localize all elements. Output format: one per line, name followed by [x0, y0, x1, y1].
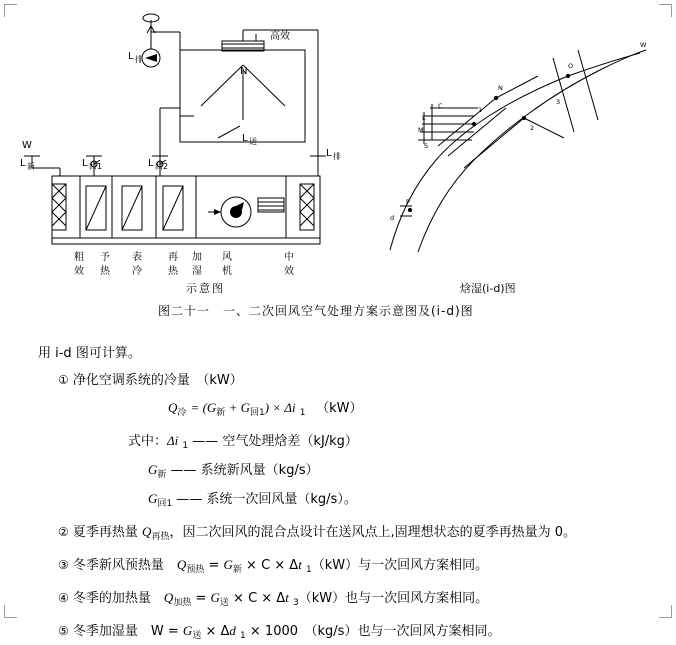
ahu-schematic-diagram — [8, 8, 368, 283]
where-sym-2: G — [148, 462, 158, 477]
item-2-text: 夏季再热量 $Q_{再热}$，因二次回风的混合点设计在送风点上,固理想状态的夏季再热量为 0。 — [72, 524, 576, 542]
component-label-7-line2: 效 — [284, 266, 294, 277]
chart-point-C: C — [438, 102, 443, 110]
schematic-caption: 示意图 — [186, 282, 225, 295]
item-5-line — [58, 622, 676, 645]
item-2-line — [58, 523, 676, 546]
label-L-hui2: L — [148, 158, 154, 169]
chart-point-aux1: 1 — [478, 106, 483, 114]
equation-1-sub4: 1 — [299, 408, 306, 418]
chart-point-L: L — [422, 114, 426, 122]
component-label-1-line2: 效 — [74, 266, 84, 277]
chart-point-W: W — [640, 41, 647, 49]
equation-1-body: = (G — [190, 400, 217, 415]
item-4-mark: ④ — [58, 591, 69, 605]
component-label-2-line1: 予 — [100, 252, 110, 263]
label-gaoxiao: 高效 — [270, 31, 290, 42]
item-3-text: 冬季新风预热量 $Q_{预热} = G_新 \times C \times \Delta t$ $_1$（kW）与一次回风方案相同。 — [72, 557, 489, 575]
item-3-line — [58, 556, 676, 579]
chart-point-S: S — [424, 142, 429, 150]
where-line-2: —— 系统新风量（kg/s） — [170, 463, 319, 478]
item-1-where-2 — [148, 461, 676, 484]
component-label-3-line1: 表 — [132, 252, 142, 263]
item-4-text: 冬季的加热量 $Q_{加热} = G_送 \times C \times \Delta t$ $_3$（kW）也与一次回风方案相同。 — [72, 590, 489, 608]
label-L-hui2-sub: 回2 — [155, 162, 169, 171]
chart-point-aux3: 3 — [556, 98, 561, 106]
component-label-1-line1: 粗 — [74, 252, 84, 263]
intro-text: 用 i-d 图可计算。 — [38, 346, 141, 361]
component-label-2-line2: 热 — [100, 266, 110, 277]
chart-point-aux4: d — [390, 214, 395, 222]
label-L-xin: L — [20, 158, 26, 169]
where-sym-2-sub: 新 — [157, 470, 167, 480]
label-L-xin-sub: 新 — [27, 162, 35, 171]
label-Lpai-top: L — [128, 51, 134, 62]
component-label-3-line2: 冷 — [132, 266, 142, 277]
label-Lsong: L — [242, 133, 248, 144]
item-5-text: 冬季加湿量 $W = G_送 \times \Delta d$ $_1$ × 1000 （kg/s）也与一次回风方案相同。 — [72, 623, 501, 641]
component-label-5-line1: 加 — [192, 252, 202, 263]
label-L-hui1: L — [82, 158, 88, 169]
item-1-where-head — [128, 432, 676, 455]
where-sym-3: G — [148, 491, 158, 506]
equation-1-body3: ) × Δi — [264, 400, 296, 415]
equation-1-body2: + G — [225, 400, 250, 415]
item-5-mark: ⑤ — [58, 624, 69, 638]
where-sym-1: Δi — [167, 433, 179, 448]
where-line-3: —— 系统一次回风量（kg/s）。 — [176, 492, 357, 507]
item-1-where-3 — [148, 490, 676, 513]
equation-1-sub3: 回1 — [249, 408, 265, 418]
equation-1-unit: （kW） — [309, 401, 363, 416]
item-1-head — [58, 372, 676, 389]
intro-line — [38, 345, 676, 362]
item-1-mark: ① — [58, 373, 69, 387]
chart-point-aux2: 2 — [530, 124, 535, 132]
component-label-4-line1: 再 — [168, 252, 178, 263]
chart-point-P: P — [406, 198, 410, 206]
component-label-7-line1: 中 — [284, 252, 294, 263]
item-4-line — [58, 589, 676, 612]
equation-1-sub: 冷 — [177, 408, 187, 418]
label-L-pai-right-sub: 排 — [333, 152, 341, 161]
component-label-4-line2: 热 — [168, 266, 178, 277]
chart-point-M: M — [418, 126, 424, 134]
label-W-xin: W — [22, 140, 32, 151]
where-line-1: —— 空气处理焓差（kJ/kg） — [192, 434, 358, 449]
item-2-mark: ② — [58, 525, 69, 539]
equation-1-text: Q — [168, 400, 178, 415]
id-chart-caption: 焓湿(i-d)图 — [460, 282, 516, 295]
label-N: N — [240, 66, 248, 77]
label-Lsong-sub: 送 — [249, 137, 257, 146]
component-label-6-line1: 风 — [222, 252, 232, 263]
where-label: 式中： — [128, 434, 168, 449]
item-3-mark: ③ — [58, 558, 69, 572]
label-Lpai-top-sub: 排 — [135, 55, 143, 64]
equation-1-sub2: 新 — [216, 408, 226, 418]
label-L-pai-right: L — [326, 148, 332, 159]
item-1-equation — [168, 399, 676, 422]
chart-point-N: N — [498, 84, 503, 92]
component-label-6-line2: 机 — [222, 266, 232, 277]
id-psychrometric-chart — [378, 20, 668, 270]
body-text — [0, 345, 676, 645]
component-label-5-line2: 湿 — [192, 266, 202, 277]
where-sym-1-sub: 1 — [182, 441, 189, 451]
where-sym-3-sub: 回1 — [157, 499, 173, 509]
label-L-hui1-sub: 回1 — [89, 162, 103, 171]
chart-point-O: O — [568, 62, 574, 70]
item-1-text: 净化空调系统的冷量 （kW） — [72, 373, 243, 388]
figure-main-caption: 图二十一 一、二次回风空气处理方案示意图及(i-d)图 — [158, 304, 474, 318]
